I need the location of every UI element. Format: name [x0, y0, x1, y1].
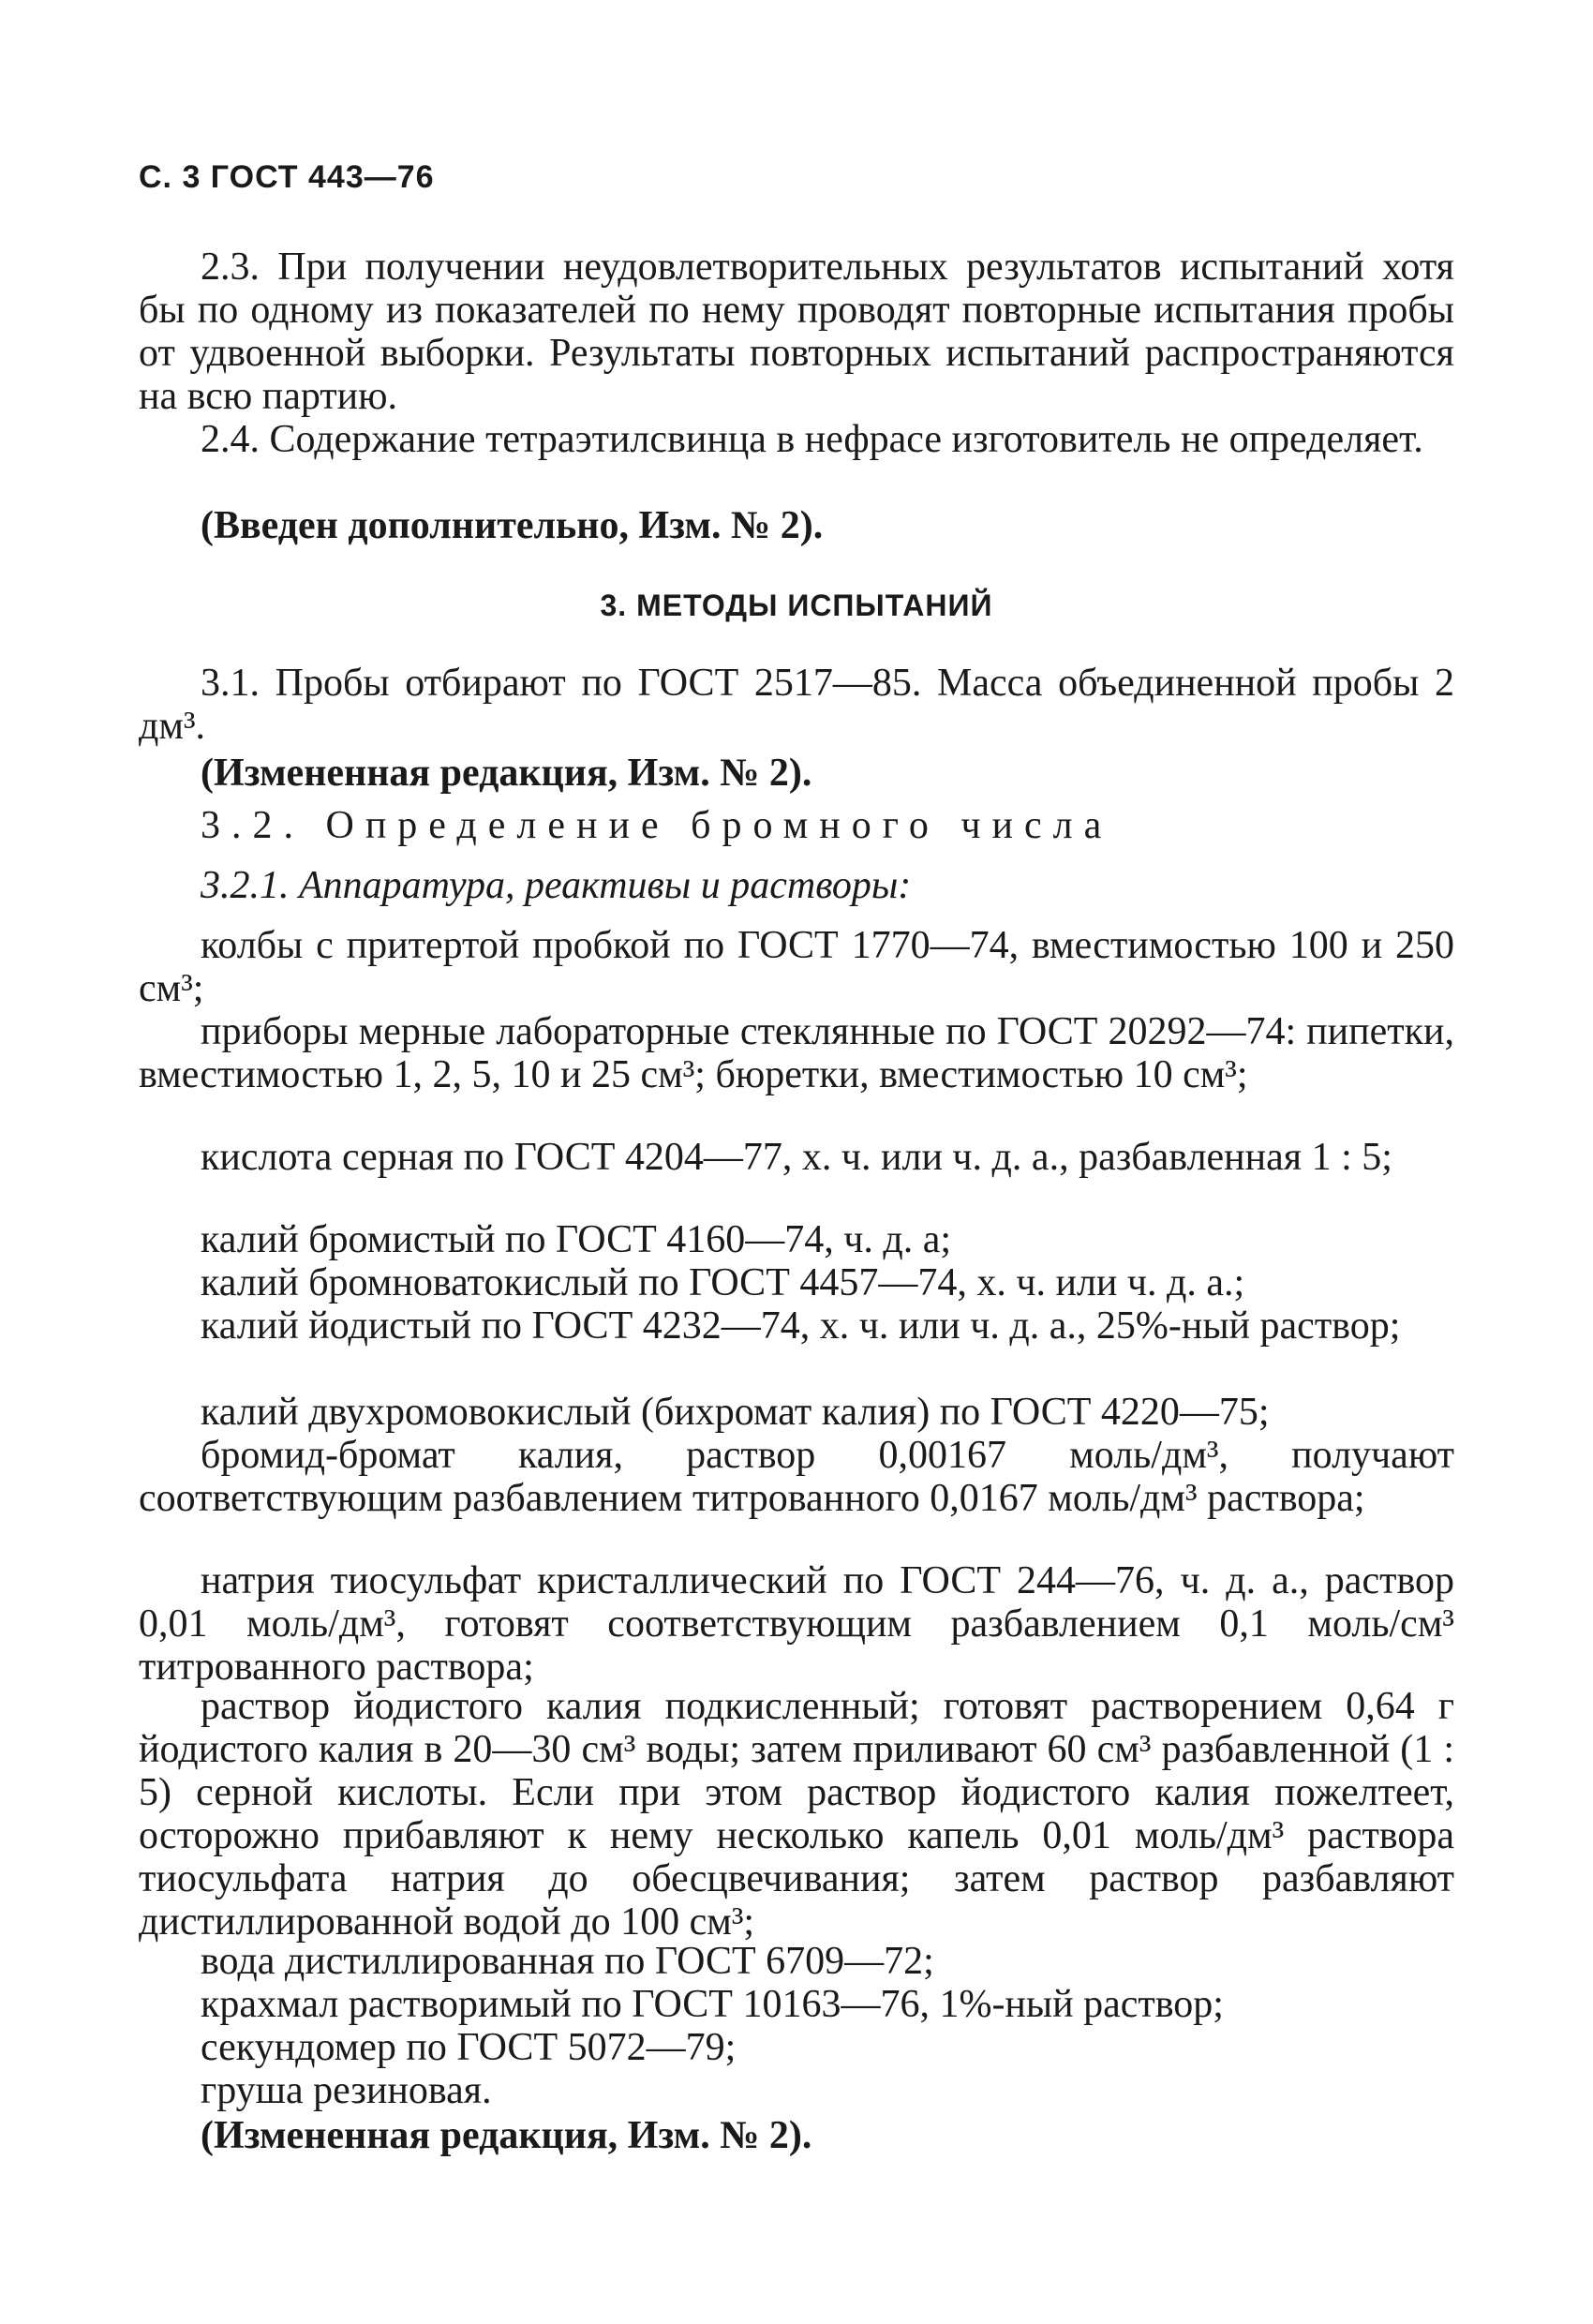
list-item: натрия тиосульфат кристаллический по ГОСТ 244—76, ч. д. а., раствор 0,01 моль/дм³, готовят соответствующим разбавлением 0,1 моль/см³ титрованного раствора;	[139, 1559, 1454, 1689]
amendment-note-3: (Измененная редакция, Изм. № 2).	[201, 2114, 812, 2157]
section-heading: 3. МЕТОДЫ ИСПЫТАНИЙ	[600, 588, 993, 622]
amendment-note-1: (Введен дополнительно, Изм. № 2).	[201, 504, 824, 547]
list-item: калий двухромовокислый (бихромат калия) по ГОСТ 4220—75;	[201, 1391, 1270, 1434]
amendment-note-2: (Измененная редакция, Изм. № 2).	[201, 752, 812, 795]
subsection-3-2-1: 3.2.1. Аппаратура, реактивы и растворы:	[201, 864, 912, 907]
list-item: раствор йодистого калия подкисленный; готовят растворением 0,64 г йодистого калия в 20—30 см³ воды; затем приливают 60 см³ разбавленной (1 : 5) серной кислоты. Если при этом раствор йодистого калия пожелтеет, осторожно прибавляют к нему несколько капель 0,01 моль/дм³ раствора тиосульфата натрия до обесцвечивания; затем раствор разбавляют дистиллированной водой до 100 см³;	[139, 1685, 1454, 1944]
list-item: вода дистиллированная по ГОСТ 6709—72;	[201, 1940, 934, 1983]
list-item: секундомер по ГОСТ 5072—79;	[201, 2026, 737, 2069]
list-item: колбы с притертой пробкой по ГОСТ 1770—74, вместимостью 100 и 250 см³;	[139, 924, 1454, 1010]
paragraph-2-4: 2.4. Содержание тетраэтилсвинца в нефрасе изготовитель не определяет.	[201, 418, 1423, 461]
paragraph-2-3: 2.3. При получении неудовлетворительных результатов испытаний хотя бы по одному из показателей по нему проводят повторные испытания пробы от удвоенной выборки. Результаты повторных испытаний распространяются на всю партию.	[139, 246, 1454, 418]
list-item: приборы мерные лабораторные стеклянные по ГОСТ 20292—74: пипетки, вместимостью 1, 2, 5, 10 и 25 см³; бюретки, вместимостью 10 см³;	[139, 1010, 1454, 1096]
list-item: калий йодистый по ГОСТ 4232—74, х. ч. или ч. д. а., 25%-ный раствор;	[201, 1304, 1401, 1348]
list-item: крахмал растворимый по ГОСТ 10163—76, 1%-ный раствор;	[201, 1983, 1224, 2026]
list-item: бромид-бромат калия, раствор 0,00167 моль/дм³, получают соответствующим разбавлением титрованного 0,0167 моль/дм³ раствора;	[139, 1434, 1454, 1520]
subsection-3-2: 3.2. Определение бромного числа	[201, 804, 1113, 847]
page-header: С. 3 ГОСТ 443—76	[139, 159, 435, 195]
list-item: груша резиновая.	[201, 2069, 492, 2112]
list-item: кислота серная по ГОСТ 4204—77, х. ч. или ч. д. а., разбавленная 1 : 5;	[201, 1136, 1392, 1179]
list-item: калий бромистый по ГОСТ 4160—74, ч. д. а;	[201, 1218, 952, 1261]
list-item: калий бромноватокислый по ГОСТ 4457—74, х. ч. или ч. д. а.;	[201, 1261, 1245, 1304]
paragraph-3-1: 3.1. Пробы отбирают по ГОСТ 2517—85. Масса объединенной пробы 2 дм³.	[139, 662, 1454, 748]
